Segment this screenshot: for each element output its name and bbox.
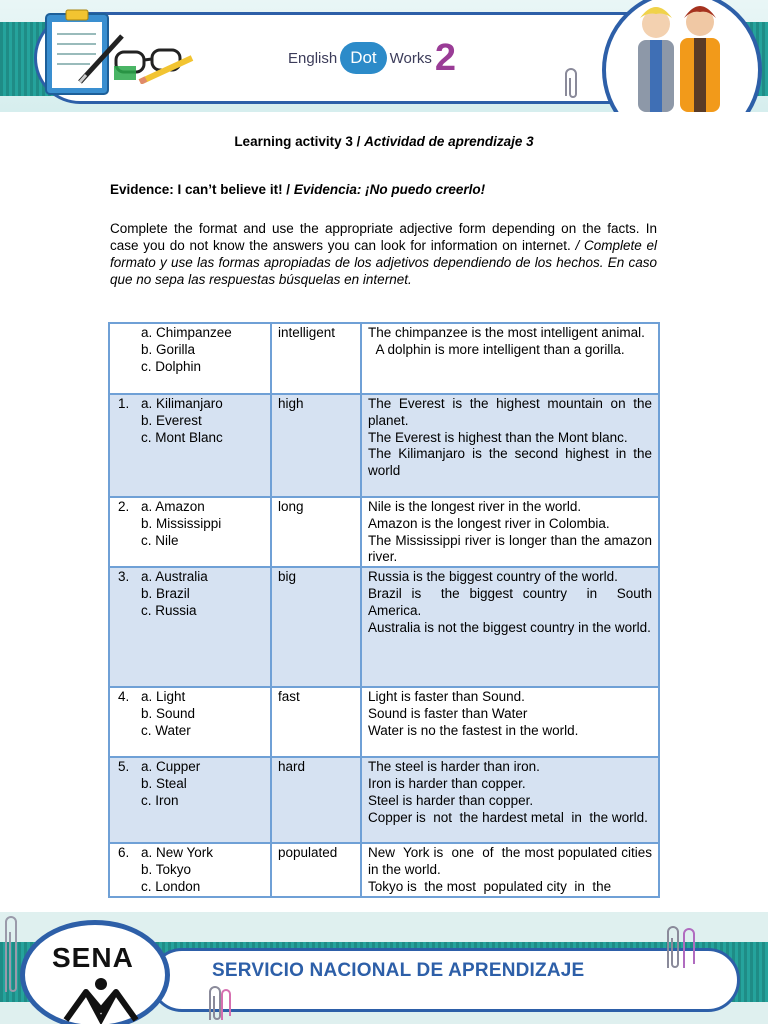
activity-table (108, 322, 660, 898)
sentences-cell (361, 757, 659, 843)
option-item (118, 793, 264, 810)
row-number: 6. (118, 845, 130, 861)
option-item (118, 776, 264, 793)
sentence: Nile is the longest river in the world. (368, 499, 582, 514)
sentences-cell (361, 567, 659, 687)
options-cell (109, 567, 271, 687)
instructions-english: Complete the format and use the appropriate adjective form depending on the facts. In case you do not know the answers you can look for information on internet. (110, 221, 657, 253)
option-item (118, 879, 264, 896)
sena-logo-mark-icon (56, 976, 146, 1024)
options-cell (109, 323, 271, 394)
sentence: Brazil is the biggest country in South America. (368, 585, 656, 618)
sentence: Steel is harder than copper. (368, 792, 534, 808)
footer-banner (0, 912, 768, 1024)
sentence: Sound is faster than Water (368, 705, 528, 721)
option-text: c. Russia (141, 602, 197, 618)
sentences-cell (361, 323, 659, 394)
sentence: Water is no the fastest in the world. (368, 722, 579, 738)
options-cell (109, 497, 271, 567)
sentence: The Kilimanjaro is the second highest in the world (368, 446, 656, 479)
option-text: b. Gorilla (141, 341, 196, 357)
options-cell (109, 843, 271, 897)
instructions-paragraph (110, 220, 657, 288)
table-row (109, 394, 659, 497)
logo-word-english: English (288, 49, 338, 67)
option-item (118, 586, 264, 603)
logo-number: 2 (434, 36, 457, 79)
option-item (118, 342, 264, 359)
option-item (118, 430, 264, 447)
option-item (118, 533, 264, 550)
option-item (118, 359, 264, 376)
row-number: 3. (118, 569, 130, 585)
row-number: 5. (118, 759, 130, 775)
title-english: Learning activity 3 / (234, 134, 365, 149)
glasses-pencil-icon (112, 44, 194, 84)
sentences-cell (361, 394, 659, 497)
adjective-cell: long (271, 497, 361, 567)
option-item (118, 759, 264, 776)
option-text: c. Dolphin (141, 358, 202, 374)
adjective-cell: big (271, 567, 361, 687)
header-banner (0, 0, 768, 112)
sentence: Amazon is the longest river in Colombia. (368, 515, 610, 531)
option-item (118, 689, 264, 706)
options-cell (109, 687, 271, 757)
sentences-cell (361, 687, 659, 757)
options-cell (109, 394, 271, 497)
sentence: Light is faster than Sound. (368, 689, 525, 705)
sentence: Australia is not the biggest country in the world. (368, 619, 651, 635)
option-text: a. New York (141, 845, 214, 861)
title-spanish: Actividad de aprendizaje 3 (364, 134, 534, 149)
adjective-cell: hard (271, 757, 361, 843)
option-item (118, 862, 264, 879)
page-title (0, 134, 768, 149)
option-item (118, 396, 264, 413)
adjective-cell: fast (271, 687, 361, 757)
option-text: a. Light (141, 689, 186, 705)
sentence: The Everest is the highest mountain on the planet. (368, 396, 656, 428)
option-text: c. London (141, 878, 201, 894)
option-item (118, 723, 264, 740)
table-row (109, 497, 659, 567)
option-item (118, 413, 264, 430)
sentence: Tokyo is the most populated city in the (368, 878, 612, 894)
paperclip-icon (0, 912, 22, 1002)
option-text: c. Iron (141, 792, 179, 808)
table-row (109, 567, 659, 687)
row-number: 1. (118, 396, 130, 411)
sentence: Russia is the biggest country of the world. (368, 569, 618, 585)
paperclip-icon (560, 66, 582, 102)
sentence: The Mississippi river is longer than the amazon river. (368, 532, 656, 565)
sentence: The Everest is highest than the Mont blanc. (368, 429, 628, 445)
table-row (109, 323, 659, 394)
row-number: 4. (118, 689, 130, 705)
option-text: c. Mont Blanc (141, 429, 223, 445)
adjective-cell: intelligent (271, 323, 361, 394)
sena-logo-text: SENA (52, 942, 134, 973)
sentence: New York is one of the most populated cities in the world. (368, 845, 656, 877)
option-text: a. Australia (141, 569, 208, 585)
students-illustration-icon (596, 0, 768, 112)
option-item (118, 325, 264, 342)
evidence-spanish: Evidencia: ¡No puedo creerlo! (293, 182, 486, 197)
option-text: c. Nile (141, 532, 179, 548)
adjective-cell: high (271, 394, 361, 497)
table-row (109, 843, 659, 897)
option-text: b. Tokyo (141, 861, 192, 877)
sentence: A dolphin is more intelligent than a gorilla. (368, 341, 625, 357)
paperclip-icon (204, 984, 234, 1024)
option-text: a. Kilimanjaro (141, 396, 223, 411)
paperclip-icon (662, 924, 698, 974)
option-item (118, 603, 264, 620)
option-text: a. Amazon (141, 499, 205, 514)
table-row (109, 757, 659, 843)
option-item (118, 845, 264, 862)
option-text: b. Brazil (141, 585, 190, 601)
sentences-cell (361, 497, 659, 567)
logo-dot-badge: Dot (340, 42, 386, 74)
option-text: b. Everest (141, 412, 202, 428)
sentences-cell (361, 843, 659, 897)
english-dot-works-logo (288, 38, 456, 78)
option-text: a. Cupper (141, 759, 201, 775)
table-row (109, 687, 659, 757)
option-item (118, 569, 264, 586)
option-item (118, 499, 264, 516)
option-text: a. Chimpanzee (141, 325, 232, 340)
adjective-cell: populated (271, 843, 361, 897)
institution-name: SERVICIO NACIONAL DE APRENDIZAJE (212, 960, 585, 981)
option-text: c. Water (141, 722, 191, 738)
sentence: The chimpanzee is the most intelligent animal. (368, 325, 645, 340)
instructions-spanish: / Complete el formato y use las formas apropiadas de los adjetivos dependiendo de los hechos. En caso que no sepa las respuestas búsquelas en internet. (110, 238, 657, 287)
row-number: 2. (118, 499, 130, 514)
option-text: b. Mississippi (141, 515, 222, 531)
logo-word-works: Works (389, 49, 432, 67)
option-item (118, 516, 264, 533)
sentence: Copper is not the hardest metal in the world. (368, 809, 648, 825)
option-text: b. Steal (141, 775, 187, 791)
option-item (118, 706, 264, 723)
options-cell (109, 757, 271, 843)
option-text: b. Sound (141, 705, 196, 721)
evidence-english: Evidence: I can’t believe it! / (110, 182, 294, 197)
sentence: The steel is harder than iron. (368, 759, 540, 775)
sentence: Iron is harder than copper. (368, 775, 526, 791)
evidence-heading (110, 182, 485, 197)
